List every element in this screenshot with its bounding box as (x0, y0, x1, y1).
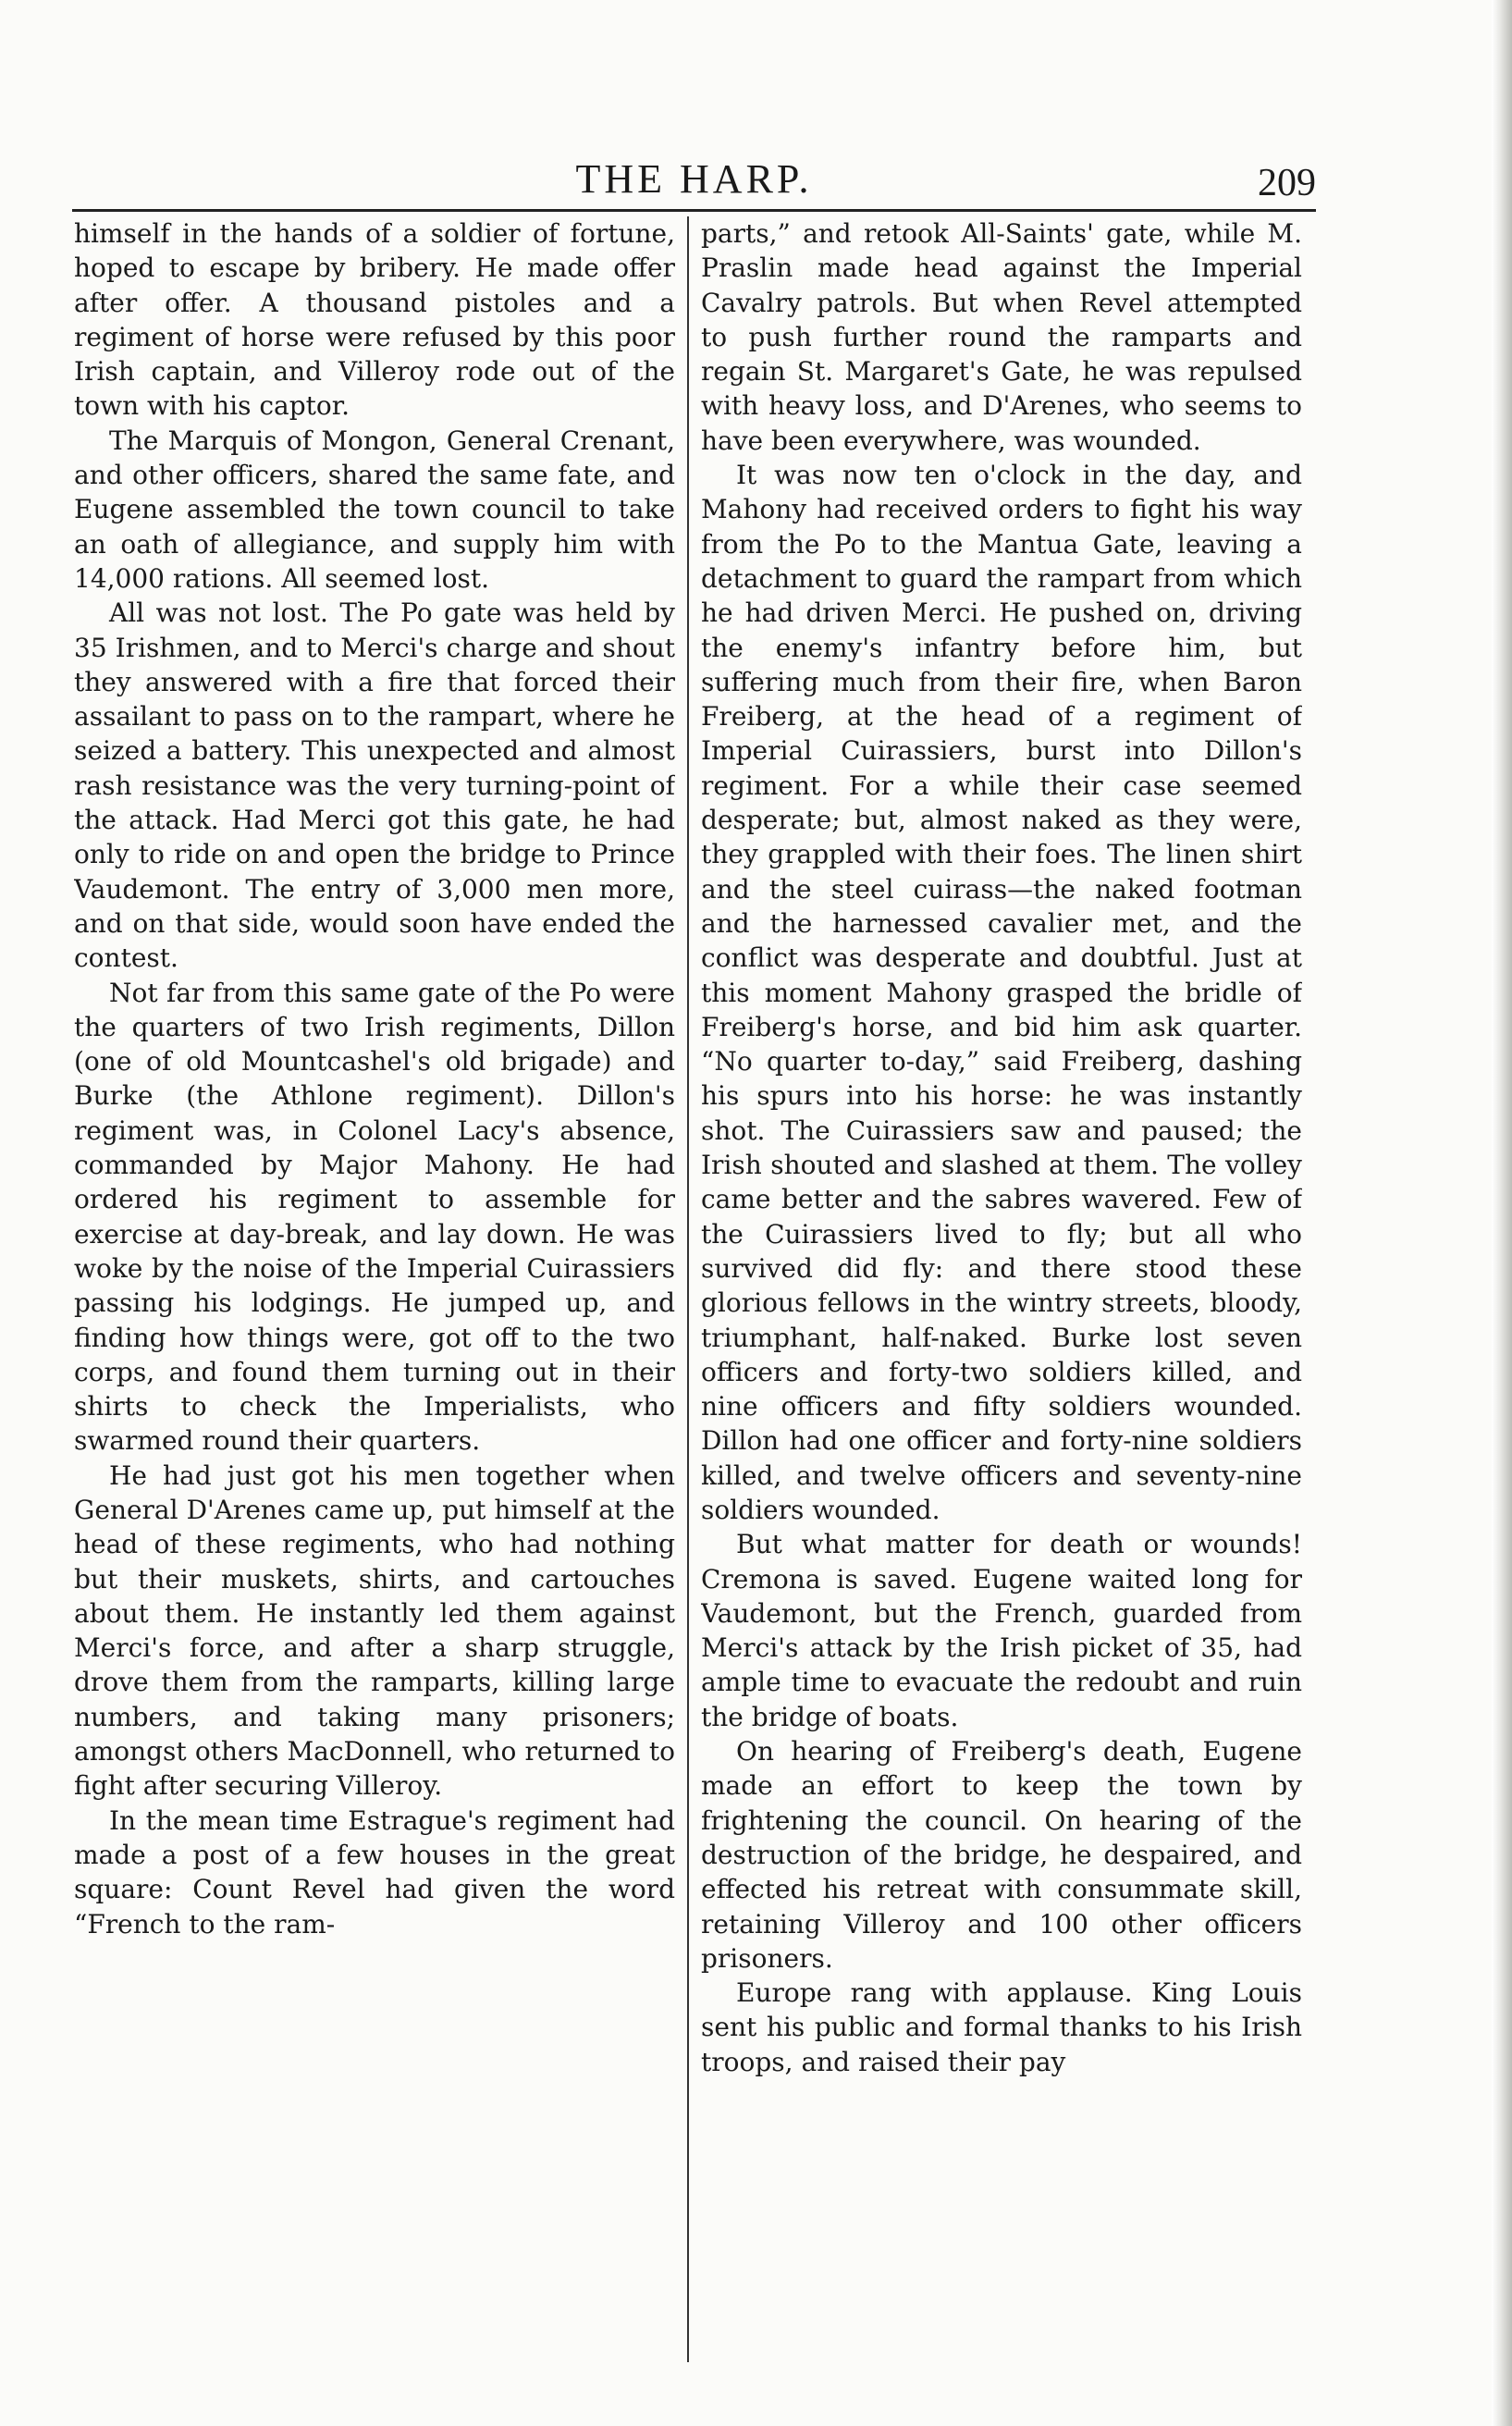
paragraph: But what matter for death or wounds! Cremona is saved. Eugene waited long for Vaudemont, but the French, guarded from Merci's attack by the Irish picket of 35, had ample time to evacuate the redoubt and ruin the bridge of boats. (701, 1529, 1302, 1732)
page-number: 209 (1258, 162, 1316, 204)
paragraph: He had just got his men together when General D'Arenes came up, put himself at the head of these regiments, who had nothing but their muskets, shirts, and cartouches about them. He instantly led them against Merci's force, and after a sharp struggle, drove them from the ramparts, killing large numbers, and taking many prisoners; amongst others MacDonnell, who returned to fight after securing Villeroy. (74, 1459, 675, 1802)
paragraph: On hearing of Freiberg's death, Eugene made an effort to keep the town by frightening the council. On hearing of the destruction of the bridge, he despaired, and effected his retreat with consummate skill, retaining Villeroy and 100 other officers prisoners. (701, 1736, 1302, 1974)
paragraph: parts,” and retook All-Saints' gate, while M. Praslin made head against the Imperial Cavalry patrols. But when Revel attempted to push further round the ramparts and regain St. Margaret's Gate, he was repulsed with heavy loss, and D'Arenes, who seems to have been everywhere, was wounded. (701, 218, 1302, 456)
header-rule (72, 209, 1316, 212)
paragraph: In the mean time Estrague's regiment had made a post of a few houses in the great square: Count Revel had given the word “French to the ram- (74, 1804, 675, 1940)
paragraph: himself in the hands of a soldier of fortune, hoped to escape by bribery. He made offer after offer. A thousand pistoles and a regiment of horse were refused by this poor Irish captain, and Villeroy rode out of the town with his captor. (74, 218, 675, 422)
running-title: THE HARP. (575, 156, 813, 202)
left-column (74, 216, 675, 2371)
page-header (72, 155, 1316, 211)
page-edge-shadow (1492, 0, 1512, 2426)
paragraph: It was now ten o'clock in the day, and Mahony had received orders to fight his way from the Po to the Mantua Gate, leaving a detachment to guard the rampart from which he had driven Merci. He pushed on, driving the enemy's infantry before him, but suffering much from their fire, when Baron Freiberg, at the head of a regiment of Imperial Cuirassiers, burst into Dillon's regiment. For a while their case seemed desperate; but, almost naked as they were, they grappled with their foes. The linen shirt and the steel cuirass—the naked footman and the harnessed cavalier met, and the conflict was desperate and doubtful. Just at this moment Mahony grasped the bridle of Freiberg's horse, and bid him ask quarter. “No quarter to-day,” said Freiberg, dashing his spurs into his horse: he was instantly shot. The Cuirassiers saw and paused; the Irish shouted and slashed at them. The volley came better and the sabres wavered. Few of the Cuirassiers lived to fly; but all who survived did fly: and there stood these glorious fellows in the wintry streets, bloody, triumphant, half-naked. Burke lost seven officers and forty-two soldiers killed, and nine officers and fifty soldiers wounded. Dillon had one officer and forty-nine soldiers killed, and twelve officers and seventy-nine soldiers wounded. (701, 460, 1302, 1525)
paragraph: All was not lost. The Po gate was held by 35 Irishmen, and to Merci's charge and shout they answered with a fire that forced their assailant to pass on to the rampart, where he seized a battery. This unexpected and almost rash resistance was the very turning-point of the attack. Had Merci got this gate, he had only to ride on and open the bridge to Prince Vaudemont. The entry of 3,000 men more, and on that side, would soon have ended the contest. (74, 597, 675, 974)
paragraph: Not far from this same gate of the Po were the quarters of two Irish regiments, Dillon (one of old Mountcashel's old brigade) and Burke (the Athlone regiment). Dillon's regiment was, in Colonel Lacy's absence, commanded by Major Mahony. He had ordered his regiment to assemble for exercise at day-break, and lay down. He was woke by the noise of the Imperial Cuirassiers passing his lodgings. He jumped up, and finding how things were, got off to the two corps, and found them turning out in their shirts to check the Imperialists, who swarmed round their quarters. (74, 977, 675, 1457)
paragraph: Europe rang with applause. King Louis sent his public and formal thanks to his Irish troops, and raised their pay (701, 1977, 1302, 2077)
text-columns (74, 216, 1318, 2371)
column-divider (687, 216, 689, 2362)
right-column (701, 216, 1302, 2371)
paragraph: The Marquis of Mongon, General Crenant, and other officers, shared the same fate, and Eugene assembled the town council to take an oath of allegiance, and supply him with 14,000 rations. All seemed lost. (74, 425, 675, 594)
